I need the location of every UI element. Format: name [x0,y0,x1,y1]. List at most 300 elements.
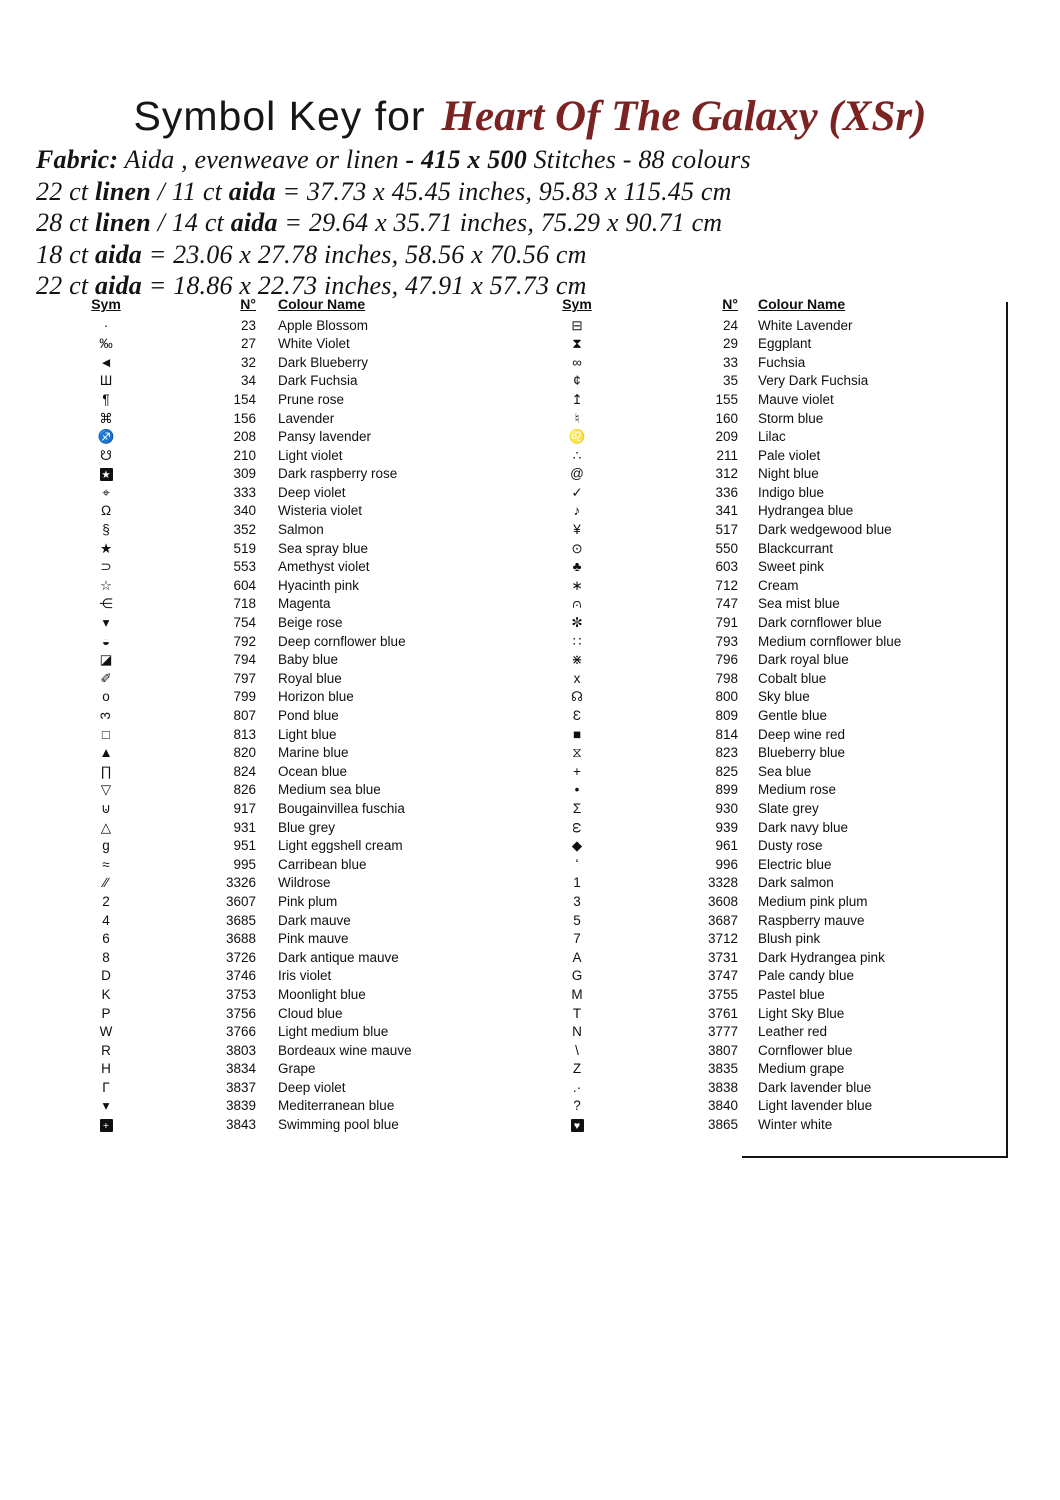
key-row [60,558,522,577]
stitch-symbol: 7 [573,931,581,947]
symbol-cell [540,428,614,447]
key-row [540,799,1006,818]
key-row [60,688,522,707]
number-cell: 517 [715,522,738,538]
colour-name-cell: Pink plum [278,893,338,909]
number-cell: 798 [715,670,738,686]
stitch-symbol: ⊍ [101,800,111,816]
number-cell: 210 [233,447,256,463]
symbol-cell [540,948,614,967]
colour-name-cell: Dark Fuchsia [278,373,358,389]
number-cell: 996 [715,856,738,872]
symbol-cell [60,1060,152,1079]
number-cell: 27 [240,336,256,352]
stitch-symbol: ☊ [571,689,583,705]
symbol-cell [60,614,152,633]
number-cell: 3761 [707,1005,738,1021]
colour-name-cell: Pink mauve [278,931,349,947]
stitch-symbol: ♐ [97,429,115,445]
number-cell: 209 [715,429,738,445]
key-row [540,985,1006,1004]
fabric-text: 18 ct [36,239,95,269]
symbol-cell [60,428,152,447]
symbol-cell [60,1116,152,1135]
stitch-symbol: ⧗ [572,336,582,352]
number-cell: 208 [233,429,256,445]
colour-name-cell: Medium rose [758,782,837,798]
colour-name-cell: Deep cornflower blue [278,633,406,649]
key-row [540,930,1006,949]
stitch-symbol: ʻ [575,856,579,872]
key-row [540,1097,1006,1116]
key-row [60,390,522,409]
stitch-symbol: ⋲ [99,596,113,612]
stitch-symbol: 8 [102,949,110,965]
number-cell: 3328 [707,875,738,891]
symbol-cell [540,632,614,651]
number-cell: 718 [233,596,256,612]
key-row [60,632,522,651]
number-cell: 340 [233,503,256,519]
stitch-symbol: R [101,1042,111,1058]
colour-name-cell: Medium pink plum [758,893,868,909]
number-cell: 160 [715,410,738,426]
number-cell: 519 [233,540,256,556]
symbol-cell [60,1078,152,1097]
symbol-cell [540,483,614,502]
colour-name-cell: Pale candy blue [758,968,855,984]
colour-name-cell: Mauve violet [758,391,834,407]
number-cell: 793 [715,633,738,649]
stitch-symbol: ♌ [568,429,586,445]
colour-name-cell: Dark Blueberry [278,354,369,370]
fabric-text: = 23.06 x 27.78 inches, 58.56 x 70.56 cm [142,239,587,269]
key-row [540,874,1006,893]
colour-name-cell: Cornflower blue [758,1042,853,1058]
number-cell: 3777 [707,1024,738,1040]
number-cell: 826 [233,782,256,798]
key-row [540,948,1006,967]
stitch-symbol: ¥ [573,522,581,538]
key-row [540,1116,1006,1135]
number-cell: 930 [715,800,738,816]
stitch-symbol: ☋ [100,447,112,463]
key-row [60,744,522,763]
fabric-text: linen [94,208,151,237]
symbol-cell [60,632,152,651]
symbol-cell [540,1078,614,1097]
number-cell: 747 [715,596,738,612]
stitch-symbol: x [573,670,581,686]
key-row [540,595,1006,614]
colour-name-cell: Baby blue [278,652,339,668]
key-row [540,669,1006,688]
symbol-cell [60,911,152,930]
number-cell: 797 [233,670,256,686]
colour-name-cell: Magenta [278,596,331,612]
number-cell: 939 [715,819,738,835]
key-row [60,725,522,744]
number-cell: 352 [233,522,256,538]
key-row [60,409,522,428]
stitch-symbol: ↥ [571,391,583,407]
key-row [60,428,522,447]
colour-name-cell: Blue grey [278,819,336,835]
key-row [60,855,522,874]
colour-name-cell: Blackcurrant [758,540,834,556]
symbol-cell [60,688,152,707]
symbol-cell [60,502,152,521]
colour-name-cell: Electric blue [758,856,832,872]
symbol-cell [540,353,614,372]
number-cell: 3608 [707,893,738,909]
symbol-cell [60,874,152,893]
key-row [540,483,1006,502]
key-row [540,614,1006,633]
number-cell: 792 [233,633,256,649]
stitch-symbol: G [571,968,583,984]
key-row [60,1078,522,1097]
stitch-symbol: ω [569,822,585,833]
key-row [540,446,1006,465]
colour-name-cell: Medium cornflower blue [758,633,902,649]
symbol-cell [60,446,152,465]
colour-name-cell: Pansy lavender [278,429,372,445]
stitch-symbol: D [101,968,111,984]
key-row [540,1041,1006,1060]
symbol-cell [60,1041,152,1060]
number-cell: 35 [722,373,738,389]
stitch-symbol: ✓ [571,484,583,500]
key-row [540,558,1006,577]
number-cell: 3838 [707,1079,738,1095]
fabric-text: Aida , evenweave or linen [118,145,406,174]
symbol-cell [540,446,614,465]
colour-name-cell: Deep wine red [758,726,846,742]
number-cell: 712 [715,577,738,593]
symbol-cell [60,483,152,502]
key-row [60,1041,522,1060]
fabric-text: 22 ct [36,271,95,300]
symbol-cell [60,985,152,1004]
symbol-cell [60,669,152,688]
stitch-symbol: ⌘ [99,410,113,426]
stitch-symbol: ♪ [573,503,581,519]
stitch-symbol: ◒ [101,633,111,649]
colour-name-cell: Light violet [278,447,343,463]
number-cell: 604 [233,577,256,593]
fabric-text: aida [228,176,276,206]
colour-name-cell: Grape [278,1061,316,1077]
colour-name-cell: Raspberry mauve [758,912,865,928]
stitch-symbol: 2 [102,893,110,909]
colour-name-cell: Night blue [758,466,819,482]
colour-name-cell: Medium grape [758,1061,845,1077]
colour-name-cell: Sea mist blue [758,596,840,612]
number-cell: 899 [715,782,738,798]
stitch-symbol: △ [100,819,112,835]
colour-name-cell: Dark navy blue [758,819,849,835]
symbol-cell [60,465,152,484]
stitch-symbol: ⋇ [571,652,583,668]
key-row [540,372,1006,391]
key-row [540,316,1006,335]
title-prefix: Symbol Key for [133,93,426,139]
symbol-cell [60,948,152,967]
column-header-sym: Sym [91,296,121,312]
symbol-cell [540,1116,614,1135]
number-cell: 3712 [707,931,738,947]
key-row [540,632,1006,651]
number-cell: 3843 [225,1117,256,1133]
symbol-cell [60,595,152,614]
number-cell: 3835 [707,1061,738,1077]
symbol-cell [540,818,614,837]
number-cell: 824 [233,763,256,779]
number-cell: 951 [233,838,256,854]
colour-name-cell: Cream [758,577,799,593]
number-cell: 333 [233,484,256,500]
stitch-symbol: Ш [99,373,113,389]
key-row [60,595,522,614]
colour-name-cell: Storm blue [758,410,824,426]
symbol-cell [60,316,152,335]
key-table-header-row [60,296,522,316]
stitch-symbol: Z [572,1061,582,1077]
colour-name-cell: Dark Hydrangea pink [758,949,885,965]
key-row [60,446,522,465]
colour-name-cell: Leather red [758,1024,828,1040]
number-cell: 154 [233,391,256,407]
symbol-cell [540,651,614,670]
key-row [540,390,1006,409]
number-cell: 3326 [225,875,256,891]
number-cell: 3607 [225,893,256,909]
number-cell: 800 [715,689,738,705]
symbol-cell [540,911,614,930]
stitch-symbol: ⩀ [572,596,582,612]
colour-name-cell: Deep violet [278,1079,346,1095]
column-header-colour-name: Colour Name [758,296,846,312]
symbol-cell [60,651,152,670]
stitch-symbol: ▲ [99,745,113,761]
key-row [60,762,522,781]
stitch-symbol: ∕∕ [103,875,109,891]
number-cell: 3839 [225,1098,256,1114]
number-cell: 3687 [707,912,738,928]
key-row [540,911,1006,930]
key-row [540,1004,1006,1023]
key-row [60,669,522,688]
symbol-cell [60,1004,152,1023]
key-row [540,335,1006,354]
symbol-cell [540,837,614,856]
colour-name-cell: Pond blue [278,708,339,724]
stitch-symbol: ∏ [100,763,112,779]
colour-name-cell: Bougainvillea fuschia [278,800,405,816]
symbol-cell [540,1097,614,1116]
symbol-cell [60,539,152,558]
symbol-cell [60,725,152,744]
colour-name-cell: Light medium blue [278,1024,389,1040]
number-cell: 3688 [225,931,256,947]
table-border-right [1006,302,1008,1158]
key-row [60,874,522,893]
stitch-symbol: o [102,689,110,705]
fabric-info [36,144,751,302]
key-row [60,651,522,670]
symbol-cell [540,725,614,744]
key-row [540,706,1006,725]
fabric-text: linen [94,176,151,206]
stitch-symbol: ◆ [571,838,583,854]
stitch-symbol: ‰ [99,336,113,352]
colour-name-cell: Sea blue [758,763,812,779]
key-row [540,521,1006,540]
key-row [540,725,1006,744]
number-cell: 754 [233,615,256,631]
key-row [540,353,1006,372]
stitch-symbol: ♣ [572,559,582,575]
key-table-header-row [540,296,1006,316]
stitch-symbol: ♥ [571,1119,584,1132]
symbol-cell [540,614,614,633]
fabric-text: - 415 x 500 [405,145,527,174]
stitch-symbol: A [572,949,582,965]
symbol-cell [540,762,614,781]
symbol-cell [60,781,152,800]
stitch-symbol: H [101,1061,111,1077]
stitch-symbol: 3 [98,712,114,720]
stitch-symbol: N [572,1024,582,1040]
number-cell: 155 [715,391,738,407]
number-cell: 32 [240,354,256,370]
number-cell: 550 [715,540,738,556]
number-cell: 3865 [707,1117,738,1133]
symbol-cell [540,669,614,688]
fabric-text: = 18.86 x 22.73 inches, 47.91 x 57.73 cm [142,271,587,300]
number-cell: 312 [715,466,738,482]
stitch-symbol: ⧖ [572,745,582,761]
stitch-symbol: ✐ [100,670,112,686]
stitch-symbol: ▾ [102,1098,110,1114]
symbol-cell [60,521,152,540]
symbol-cell [540,521,614,540]
stitch-symbol: ¶ [102,391,110,407]
stitch-symbol: ⌖ [102,484,110,500]
key-row [60,502,522,521]
colour-name-cell: Light lavender blue [758,1098,873,1114]
stitch-symbol: \ [575,1042,579,1058]
symbol-cell [540,390,614,409]
symbol-cell [60,967,152,986]
key-row [540,837,1006,856]
colour-name-cell: Mediterranean blue [278,1098,395,1114]
page-title [0,92,1060,141]
number-cell: 29 [722,336,738,352]
fabric-text: Fabric: [36,145,119,174]
column-header-colour-name: Colour Name [278,296,366,312]
stitch-symbol: ⊟ [571,317,583,333]
key-row [60,521,522,540]
fabric-line [36,239,751,271]
stitch-symbol: · [103,317,109,333]
colour-name-cell: Sky blue [758,689,810,705]
number-cell: 809 [715,708,738,724]
colour-name-cell: Wisteria violet [278,503,363,519]
number-cell: 961 [715,838,738,854]
stitch-symbol: W [99,1024,113,1040]
key-row [60,781,522,800]
colour-name-cell: Gentle blue [758,708,828,724]
fabric-text: / 11 ct [150,176,229,206]
number-cell: 3755 [707,986,738,1002]
fabric-text: aida [94,239,142,269]
key-row [540,1023,1006,1042]
colour-name-cell: Lavender [278,410,335,426]
number-cell: 3731 [707,949,738,965]
stitch-symbol: ☆ [99,577,113,593]
number-cell: 24 [722,317,738,333]
colour-name-cell: Iris violet [278,968,332,984]
colour-name-cell: Hydrangea blue [758,503,854,519]
colour-name-cell: Swimming pool blue [278,1117,399,1133]
stitch-symbol: T [572,1005,582,1021]
fabric-line [36,207,751,239]
symbol-cell [60,1023,152,1042]
symbol-cell [60,576,152,595]
colour-name-cell: Cloud blue [278,1005,343,1021]
fabric-text: 28 ct [36,208,95,237]
key-row [540,818,1006,837]
colour-name-cell: Light eggshell cream [278,838,403,854]
stitch-symbol: 6 [102,931,110,947]
colour-name-cell: Pale violet [758,447,821,463]
key-table-left [60,296,522,1134]
number-cell: 553 [233,559,256,575]
symbol-cell [60,409,152,428]
colour-name-cell: Light Sky Blue [758,1005,845,1021]
symbol-cell [60,818,152,837]
key-row [60,576,522,595]
colour-name-cell: Ocean blue [278,763,348,779]
number-cell: 825 [715,763,738,779]
stitch-symbol: Ω [100,503,112,519]
key-row [60,837,522,856]
symbol-cell [60,558,152,577]
stitch-symbol: + [573,763,581,779]
colour-name-cell: Hyacinth pink [278,577,360,593]
number-cell: 3753 [225,986,256,1002]
symbol-cell [540,855,614,874]
fabric-line [36,176,751,208]
number-cell: 917 [233,800,256,816]
symbol-cell [540,595,614,614]
number-cell: 603 [715,559,738,575]
key-row [540,688,1006,707]
key-row [60,1060,522,1079]
column-header-number: N° [722,296,738,312]
column-header-sym: Sym [562,296,592,312]
key-row [60,1097,522,1116]
colour-name-cell: Winter white [758,1117,833,1133]
symbol-cell [540,316,614,335]
symbol-cell [60,1097,152,1116]
stitch-symbol: ▾ [102,615,110,631]
number-cell: 794 [233,652,256,668]
number-cell: 931 [233,819,256,835]
symbol-cell [60,762,152,781]
